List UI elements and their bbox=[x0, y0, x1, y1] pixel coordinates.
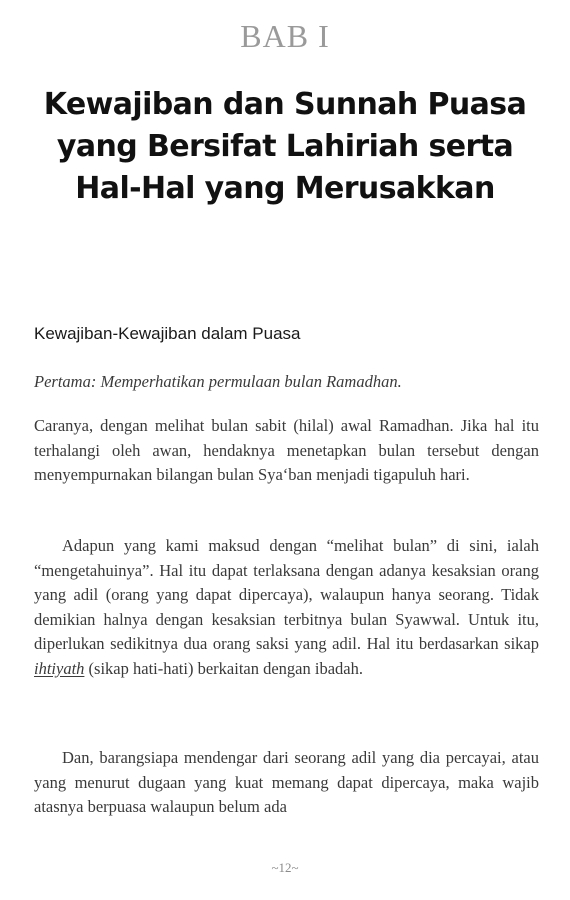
section-subheading: Pertama: Memperhatikan permulaan bulan Ramadhan. bbox=[34, 372, 402, 391]
chapter-title bbox=[0, 84, 570, 210]
paragraph-2-text-end: (sikap hati-hati) berkaitan dengan ibadah. bbox=[84, 658, 363, 678]
chapter-label: BAB I bbox=[240, 18, 330, 54]
paragraph-2 bbox=[34, 534, 539, 681]
chapter-title-line-1: Kewajiban dan Sunnah Puasa bbox=[43, 87, 527, 122]
chapter-title-line-2: yang Bersifat Lahiriah serta bbox=[56, 129, 514, 164]
page-number: ~12~ bbox=[271, 860, 299, 875]
chapter-title-line-3: Hal-Hal yang Merusakkan bbox=[75, 171, 495, 206]
paragraph-2-text-start: Adapun yang kami maksud dengan “melihat bulan” di sini, ialah “mengetahuinya”. Hal itu dapat terlaksana dengan adanya kesaksian orang yang adil (orang yang dapat dipercaya), walaupun hanya seorang. Tidak demikian halnya dengan kesaksian terbitnya bulan Syawwal. Untuk itu, diperlukan sedikitnya dua orang saksi yang adil. Hal itu berdasarkan sikap bbox=[34, 536, 539, 653]
section-heading: Kewajiban-Kewajiban dalam Puasa bbox=[34, 324, 301, 343]
paragraph-2-term: ihtiyath bbox=[34, 658, 85, 678]
paragraph-1: Caranya, dengan melihat bulan sabit (hilal) awal Ramadhan. Jika hal itu terhalangi oleh awan, hendaknya menetapkan bulan tersebut dengan menyempurnakan bilangan bulan Sya‘ban menjadi tigapuluh hari. bbox=[34, 416, 539, 484]
paragraph-3: Dan, barangsiapa mendengar dari seorang adil yang dia percayai, atau yang menurut dugaan yang kuat memang dapat dipercaya, maka wajib atasnya berpuasa walaupun belum ada bbox=[34, 748, 539, 816]
